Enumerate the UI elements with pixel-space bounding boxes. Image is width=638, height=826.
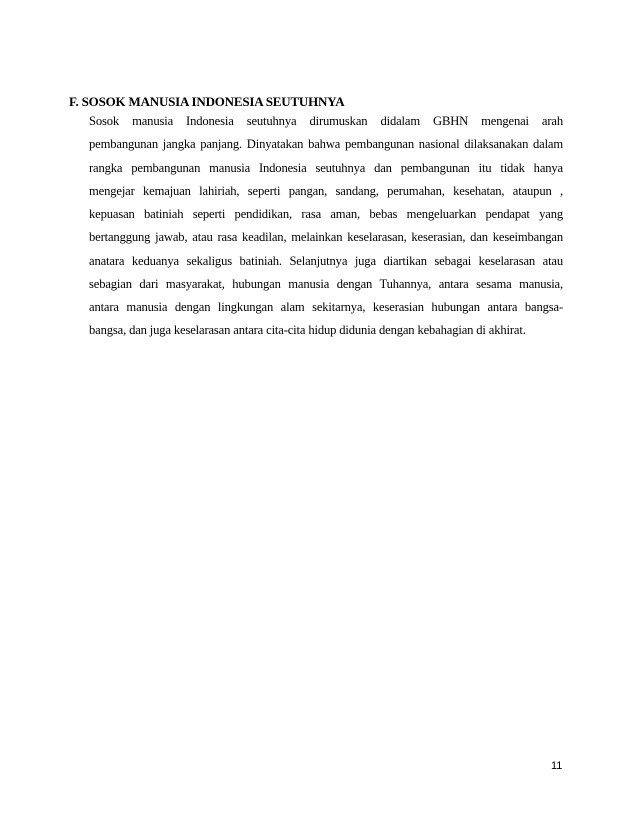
page-number: 11 [551,760,563,772]
paragraph-line: bangsa, dan juga keselarasan antara cita-cita hidup didunia dengan kebahagian di akhirat. [89,323,526,338]
body-paragraph [89,110,563,343]
paragraph-line: Sosok manusia Indonesia seutuhnya dirumuskan didalam GBHN mengenai arah [89,114,563,128]
paragraph-line: pembangunan jangka panjang. Dinyatakan bahwa pembangunan nasional dilaksanakan dalam [89,137,563,152]
paragraph-line: bertanggung jawab, atau rasa keadilan, melainkan keselarasan, keserasian, dan keseimbangan [89,230,563,245]
paragraph-line: kepuasan batiniah seperti pendidikan, rasa aman, bebas mengeluarkan pendapat yang [89,207,563,221]
paragraph-line: sebagian dari masyarakat, hubungan manusia dengan Tuhannya, antara sesama manusia, [89,276,563,291]
paragraph-line: antara manusia dengan lingkungan alam sekitarnya, keserasian hubungan antara bangsa- [89,300,563,314]
paragraph-line: mengejar kemajuan lahiriah, seperti pangan, sandang, perumahan, kesehatan, ataupun , [89,183,563,198]
paragraph-line: rangka pembangunan manusia Indonesia seutuhnya dan pembangunan itu tidak hanya [89,160,563,175]
paragraph-line: anatara keduanya sekaligus batiniah. Selanjutnya juga diartikan sebagai keselarasan atau [89,253,563,268]
section-heading: F. SOSOK MANUSIA INDONESIA SEUTUHNYA [69,94,345,109]
